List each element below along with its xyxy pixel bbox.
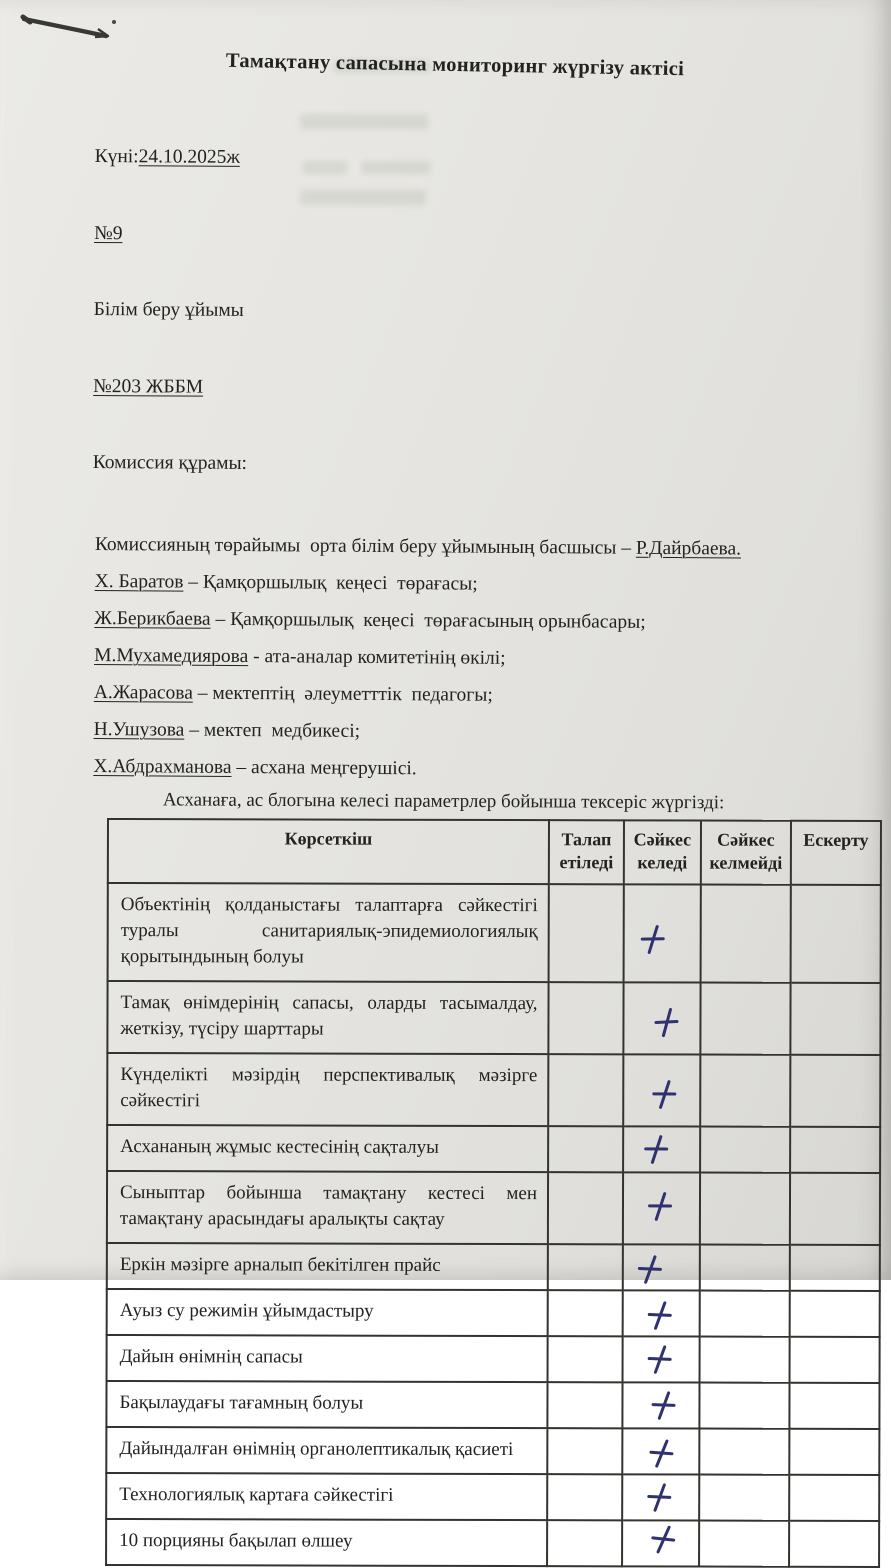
member-role: – асхана меңгерушісі. xyxy=(231,756,417,779)
conforms-cell xyxy=(623,1244,700,1290)
not-conforms-cell xyxy=(701,884,791,982)
required-cell xyxy=(548,1290,623,1336)
date-line xyxy=(95,144,891,174)
table-row xyxy=(107,1171,880,1245)
note-cell xyxy=(790,1336,880,1382)
indicator-cell: Объектінің қолданыстағы талаптарға сәйкестігі туралы санитариялық-эпидемиологиялық қорытындының болуы xyxy=(108,883,549,982)
required-cell xyxy=(549,884,624,982)
member-role: – мектептің әлеуметттік педагогы; xyxy=(192,682,493,706)
note-cell xyxy=(790,1290,880,1336)
column-header-conforms: Сәйкес келеді xyxy=(624,820,701,884)
conforms-cell xyxy=(622,1520,699,1566)
not-conforms-cell xyxy=(700,1172,790,1244)
not-conforms-cell xyxy=(700,982,790,1054)
table-row xyxy=(106,1519,879,1567)
commission-member xyxy=(95,532,891,564)
member-role: – Қамқоршылық кеңесі төрағасы; xyxy=(183,571,478,595)
not-conforms-cell xyxy=(700,1336,790,1382)
member-line-prefix: Комиссияның төрайымы орта білім беру ұйымының басшысы – xyxy=(94,533,636,559)
pen-check-mark xyxy=(641,1133,670,1165)
member-role: - ата-аналар комитетінің өкілі; xyxy=(248,645,506,669)
column-header-note: Ескерту xyxy=(791,820,881,884)
pen-check-mark xyxy=(644,1342,674,1375)
required-cell xyxy=(548,1172,623,1244)
member-name: А.Жарасова xyxy=(93,681,193,704)
column-header-indicator: Көрсеткіш xyxy=(108,819,549,884)
note-cell xyxy=(791,884,881,982)
pen-check-mark xyxy=(647,1522,678,1556)
commission-member xyxy=(95,568,891,600)
inspection-table xyxy=(105,818,882,1568)
column-header-required: Талап етіледі xyxy=(549,820,624,884)
date-label: Күні: xyxy=(94,145,139,168)
table-row xyxy=(107,1289,880,1337)
pen-check-mark xyxy=(646,1436,676,1470)
required-cell xyxy=(548,1054,623,1126)
member-name: Ж.Берикбаева xyxy=(94,607,211,630)
commission-member xyxy=(94,605,890,637)
not-conforms-cell xyxy=(700,1126,790,1172)
indicator-cell: Ауыз су режимін ұйымдастыру xyxy=(107,1289,548,1336)
conforms-cell xyxy=(623,1336,700,1382)
pen-check-mark xyxy=(644,1298,674,1331)
conforms-cell xyxy=(622,1428,699,1474)
commission-list xyxy=(93,532,891,786)
table-row xyxy=(107,981,880,1055)
org-label: Білім беру ұйымы xyxy=(93,298,244,321)
conforms-cell xyxy=(622,1382,699,1428)
required-cell xyxy=(548,1336,623,1382)
note-cell xyxy=(790,982,880,1054)
note-cell xyxy=(790,1126,880,1172)
table-row xyxy=(108,883,881,983)
member-name: Х. Баратов xyxy=(94,570,184,593)
required-cell xyxy=(548,982,623,1054)
required-cell xyxy=(547,1428,622,1474)
table-row xyxy=(107,1053,880,1127)
table-row xyxy=(106,1427,879,1475)
conforms-cell xyxy=(623,982,700,1054)
note-cell xyxy=(789,1428,879,1474)
commission-member xyxy=(94,642,890,674)
indicator-cell: Дайын өнімнің сапасы xyxy=(107,1335,548,1382)
table-row xyxy=(106,1473,879,1521)
member-name: Н.Ушузова xyxy=(93,718,185,741)
required-cell xyxy=(548,1126,623,1172)
table-body xyxy=(106,883,881,1567)
column-header-not-conforms: Сәйкес келмейді xyxy=(701,820,791,884)
commission-member xyxy=(94,716,890,748)
not-conforms-cell xyxy=(700,1290,790,1336)
pen-check-mark xyxy=(652,1006,679,1037)
indicator-cell: Күнделікті мәзірдің перспективалық мәзірге сәйкестігі xyxy=(107,1053,548,1126)
required-cell xyxy=(548,1244,623,1290)
meta-block xyxy=(92,93,891,531)
date-value: 24.10.2025ж xyxy=(138,146,240,168)
member-role: – Қамқоршылық кеңесі төрағасының орынбасары; xyxy=(210,608,646,633)
commission-member xyxy=(93,753,889,785)
pen-check-mark xyxy=(638,923,666,955)
indicator-cell: Технологиялық картаға сәйкестігі xyxy=(106,1473,547,1520)
not-conforms-cell xyxy=(699,1382,789,1428)
commission-heading: Комиссия құрамы: xyxy=(92,451,248,474)
indicator-cell: Тамақ өнімдерінің сапасы, оларды тасымалдау, жеткізу, түсіру шарттары xyxy=(107,981,548,1054)
table-header-row xyxy=(108,819,881,885)
pen-check-mark xyxy=(649,1078,678,1110)
pen-check-mark xyxy=(635,1252,665,1285)
page-title: Тамақтану сапасына мониторинг жүргізу актісі xyxy=(225,49,685,81)
conforms-cell xyxy=(623,1172,700,1244)
table-row xyxy=(107,1335,880,1383)
member-role: – мектеп медбикесі; xyxy=(184,719,361,742)
indicator-cell: Сыныптар бойынша тамақтану кестесі мен тамақтану арасындағы аралықты сақтау xyxy=(107,1171,548,1244)
not-conforms-cell xyxy=(700,1244,790,1290)
required-cell xyxy=(547,1474,622,1520)
table-row xyxy=(106,1381,879,1429)
conforms-cell xyxy=(623,1126,700,1172)
indicator-cell: 10 порцияны бақылап өлшеу xyxy=(106,1519,547,1566)
conforms-cell xyxy=(622,1474,699,1520)
conforms-cell xyxy=(623,1290,700,1336)
indicator-cell: Бақылаудағы тағамның болуы xyxy=(106,1381,547,1428)
pen-check-mark xyxy=(644,1480,674,1513)
note-cell xyxy=(790,1054,880,1126)
note-cell xyxy=(790,1244,880,1290)
conforms-cell xyxy=(624,884,701,982)
not-conforms-cell xyxy=(699,1474,789,1520)
indicator-cell: Дайындалған өнімнің органолептикалық қасиеті xyxy=(106,1427,547,1474)
member-name: М.Мухамедиярова xyxy=(94,644,249,667)
pen-check-mark xyxy=(645,1190,674,1222)
required-cell xyxy=(547,1382,622,1428)
org-number: №203 ЖББМ xyxy=(93,375,204,398)
act-number: №9 xyxy=(94,222,123,244)
table-intro: Асханаға, ас блогына келесі параметрлер бойынша тексеріс жүргізді: xyxy=(162,788,725,813)
not-conforms-cell xyxy=(699,1520,789,1566)
note-cell xyxy=(790,1172,880,1244)
member-name: Х.Абдрахманова xyxy=(93,755,232,778)
conforms-cell xyxy=(623,1054,700,1126)
commission-member xyxy=(94,679,890,711)
required-cell xyxy=(547,1520,622,1566)
indicator-cell: Еркін мәзірге арналып бекітілген прайс xyxy=(107,1243,548,1290)
table-row xyxy=(107,1125,880,1173)
note-cell xyxy=(789,1474,879,1520)
indicator-cell: Асхананың жұмыс кестесінің сақталуы xyxy=(107,1125,548,1172)
pen-check-mark xyxy=(648,1388,678,1421)
not-conforms-cell xyxy=(699,1428,789,1474)
table-row xyxy=(107,1243,880,1291)
member-name: Р.Дайрбаева. xyxy=(635,537,742,560)
not-conforms-cell xyxy=(700,1054,790,1126)
note-cell xyxy=(789,1382,879,1428)
note-cell xyxy=(789,1520,879,1566)
